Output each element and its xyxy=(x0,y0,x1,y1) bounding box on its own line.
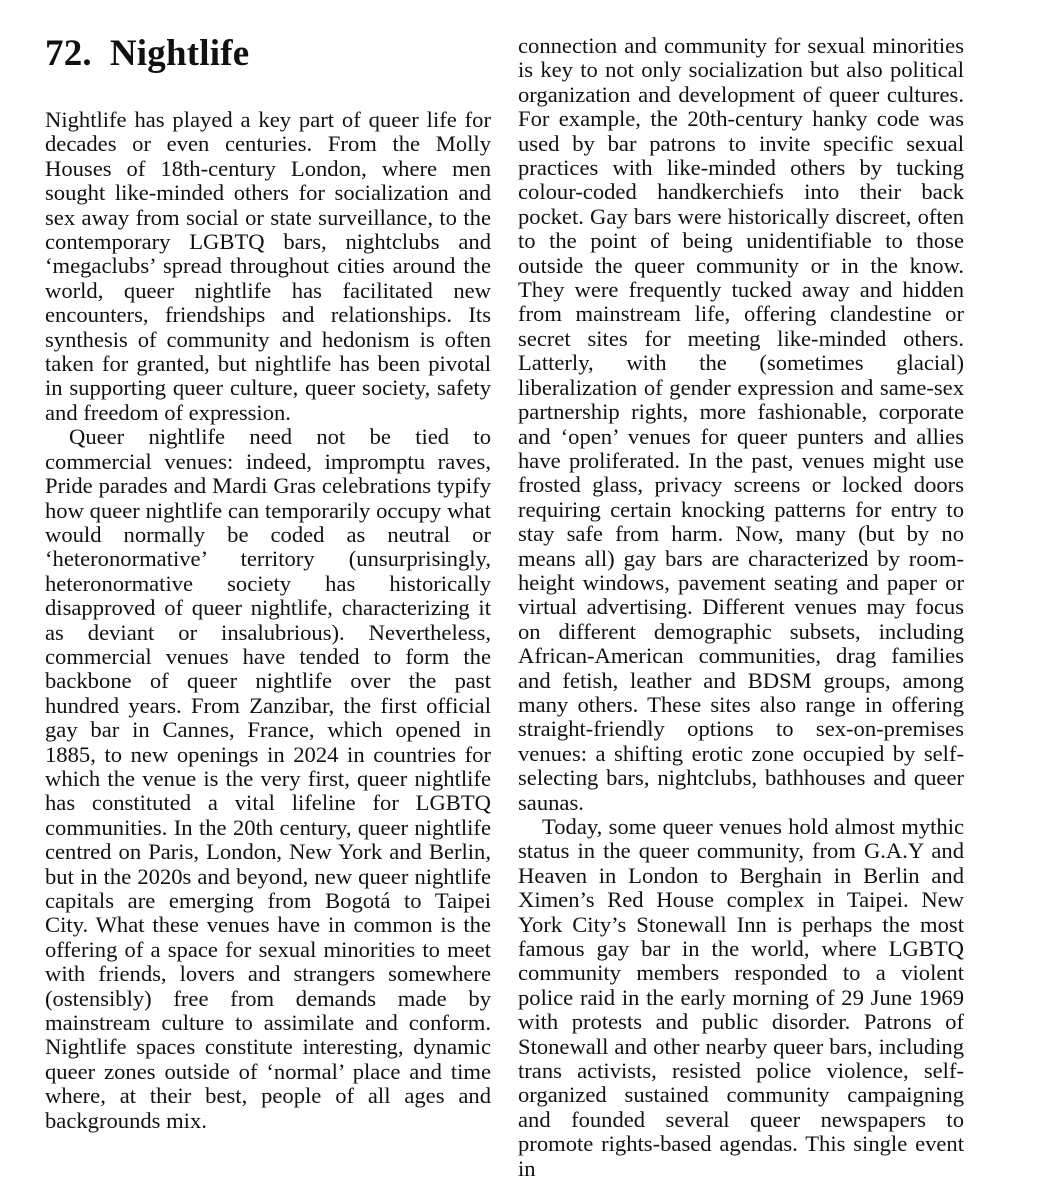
paragraph: connection and community for sexual minorities is key to not only socialization but also political organization and development of queer cultures. For example, the 20th-century hanky code was used by bar patrons to invite specific sexual practices with like-minded others by tucking colour-coded handkerchiefs into their back pocket. Gay bars were historically discreet, often to the point of being unidentifiable to those outside the queer community or in the know. They were frequently tucked away and hidden from mainstream life, offering clandestine or secret sites for meeting like-minded others. Latterly, with the (sometimes glacial) liberalization of gender expression and same-sex partnership rights, more fashionable, corporate and ‘open’ venues for queer punters and allies have proliferated. In the past, venues might use frosted glass, privacy screens or locked doors requiring certain knocking patterns for entry to stay safe from harm. Now, many (but by no means all) gay bars are characterized by room-height windows, pavement seating and paper or virtual advertising. Different venues may focus on different demographic subsets, including African-American communities, drag families and fetish, leather and BDSM groups, among many others. These sites also range in offering straight-friendly options to sex-on-premises venues: a shifting erotic zone occupied by self-selecting bars, nightclubs, bathhouses and queer saunas. xyxy=(518,33,964,815)
chapter-number: 72. xyxy=(45,33,92,74)
chapter-heading xyxy=(45,34,491,74)
paragraph: Nightlife has played a key part of queer life for decades or even centuries. From the Molly Houses of 18th-century London, where men sought like-minded others for socialization and sex away from social or state surveillance, to the contemporary LGBTQ bars, nightclubs and ‘megaclubs’ spread throughout cities around the world, queer nightlife has facilitated new encounters, friendships and relationships. Its synthesis of community and hedonism is often taken for granted, but nightlife has been pivotal in supporting queer culture, queer society, safety and freedom of expression. xyxy=(45,107,491,425)
chapter-title: Nightlife xyxy=(109,33,250,74)
right-column xyxy=(518,34,964,1181)
paragraph: Queer nightlife need not be tied to commercial venues: indeed, impromptu raves, Pride parades and Mardi Gras celebrations typify how queer nightlife can temporarily occupy what would normally be coded as neutral or ‘heteronormative’ territory (unsurprisingly, heteronormative society has historically disapproved of queer nightlife, characterizing it as deviant or insalubrious). Nevertheless, commercial venues have tended to form the backbone of queer nightlife over the past hundred years. From Zanzibar, the first official gay bar in Cannes, France, which opened in 1885, to new openings in 2024 in countries for which the venue is the very first, queer nightlife has constituted a vital lifeline for LGBTQ communities. In the 20th century, queer nightlife centred on Paris, London, New York and Berlin, but in the 2020s and beyond, new queer nightlife capitals are emerging from Bogotá to Taipei City. What these venues have in common is the offering of a space for sexual minorities to meet with friends, lovers and strangers somewhere (ostensibly) free from demands made by mainstream culture to assimilate and conform. Nightlife spaces constitute interesting, dynamic queer zones outside of ‘normal’ place and time where, at their best, people of all ages and backgrounds mix. xyxy=(45,424,491,1133)
paragraph: Today, some queer venues hold almost mythic status in the queer community, from G.A.Y and Heaven in London to Berghain in Berlin and Ximen’s Red House complex in Taipei. New York City’s Stonewall Inn is perhaps the most famous gay bar in the world, where LGBTQ community members responded to a violent police raid in the early morning of 29 June 1969 with protests and public disorder. Patrons of Stonewall and other nearby queer bars, including trans activists, resisted police violence, self-organized sustained community campaigning and founded several queer newspapers to promote rights-based agendas. This single event in xyxy=(518,814,964,1181)
left-column xyxy=(45,34,491,1133)
